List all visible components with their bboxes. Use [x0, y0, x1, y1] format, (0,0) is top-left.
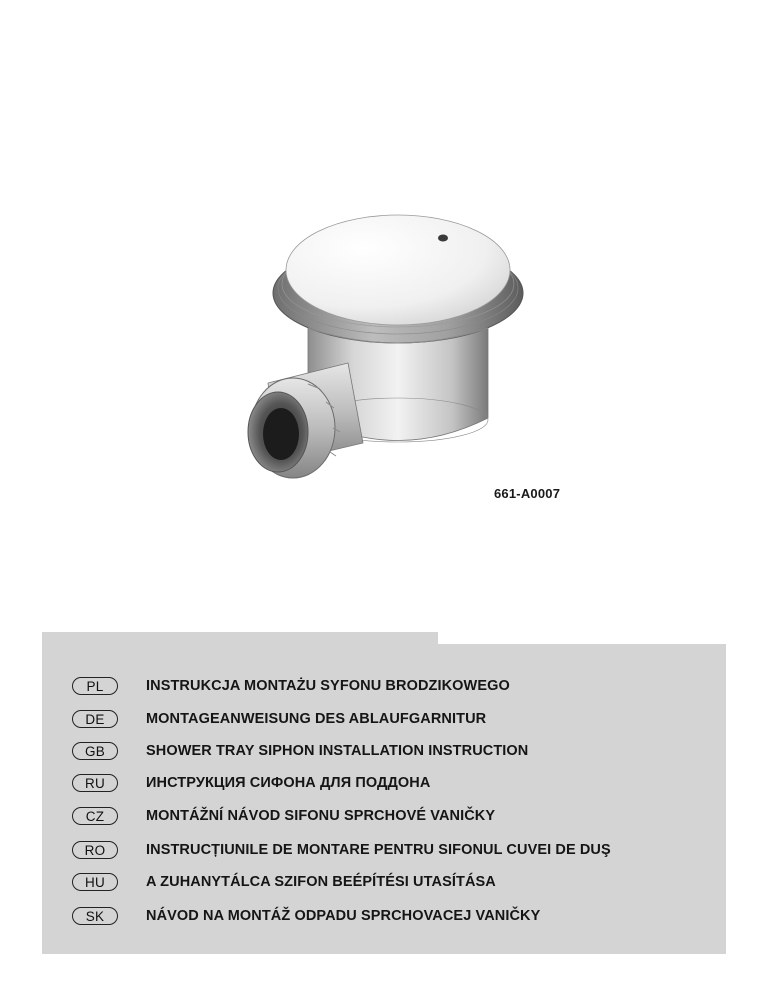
- language-row-de: [72, 709, 486, 729]
- language-code-badge: RO: [72, 841, 118, 859]
- language-title: INSTRUKCJA MONTAŻU SYFONU BRODZIKOWEGO: [146, 678, 510, 694]
- language-title: INSTRUCȚIUNILE DE MONTARE PENTRU SIFONUL CUVEI DE DUŞ: [146, 842, 611, 858]
- language-code-badge: HU: [72, 873, 118, 891]
- language-row-ro: [72, 840, 611, 860]
- language-code-badge: SK: [72, 907, 118, 925]
- language-row-ru: [72, 773, 430, 793]
- language-row-cz: [72, 806, 495, 826]
- language-title: ИНСТРУКЦИЯ СИФОНА ДЛЯ ПОДДОНА: [146, 775, 431, 791]
- language-titles-panel: [42, 644, 726, 954]
- language-title: A ZUHANYTÁLCA SZIFON BEÉPÍTÉSI UTASÍTÁSA: [146, 874, 496, 890]
- language-row-sk: [72, 906, 540, 926]
- language-code-badge: GB: [72, 742, 118, 760]
- product-code: 661-A0007: [494, 486, 561, 501]
- language-title: MONTAGEANWEISUNG DES ABLAUFGARNITUR: [146, 711, 487, 727]
- language-title: NÁVOD NA MONTÁŽ ODPADU SPRCHOVACEJ VANIČKY: [146, 908, 541, 924]
- language-title: MONTÁŽNÍ NÁVOD SIFONU SPRCHOVÉ VANIČKY: [146, 808, 496, 824]
- language-row-gb: [72, 741, 528, 761]
- language-code-badge: CZ: [72, 807, 118, 825]
- language-row-hu: [72, 872, 496, 892]
- language-code-badge: RU: [72, 774, 118, 792]
- language-title: SHOWER TRAY SIPHON INSTALLATION INSTRUCTION: [146, 743, 529, 759]
- language-code-badge: DE: [72, 710, 118, 728]
- language-row-pl: [72, 676, 510, 696]
- language-code-badge: PL: [72, 677, 118, 695]
- siphon-illustration: [238, 188, 558, 488]
